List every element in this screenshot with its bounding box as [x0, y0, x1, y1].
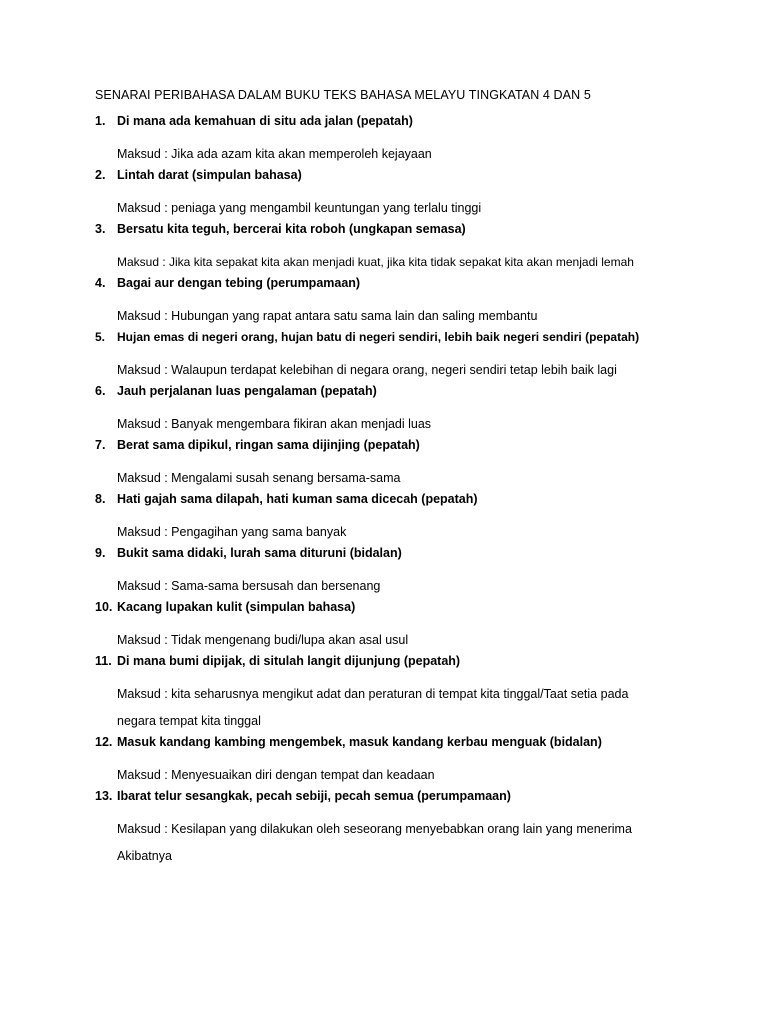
proverb-heading	[0, 114, 768, 141]
list-item	[0, 384, 768, 438]
proverb-meaning: Maksud : Pengagihan yang sama banyak	[117, 525, 347, 539]
proverb-text: Bukit sama didaki, lurah sama dituruni (bidalan)	[117, 546, 402, 560]
list-item	[0, 330, 768, 384]
proverb-meaning: Maksud : Hubungan yang rapat antara satu sama lain dan saling membantu	[117, 309, 538, 323]
item-number: 3.	[95, 222, 106, 236]
proverb-meaning: Maksud : Mengalami susah senang bersama-sama	[117, 471, 401, 485]
proverb-text: Kacang lupakan kulit (simpulan bahasa)	[117, 600, 356, 614]
proverb-meaning: Maksud : Menyesuaikan diri dengan tempat dan keadaan	[117, 768, 435, 782]
proverb-text: Lintah darat (simpulan bahasa)	[117, 168, 302, 182]
item-number: 8.	[95, 492, 106, 506]
proverb-text: Berat sama dipikul, ringan sama dijinjing (pepatah)	[117, 438, 420, 452]
item-number: 6.	[95, 384, 106, 398]
item-number: 10.	[95, 600, 113, 614]
proverb-list	[0, 114, 768, 870]
proverb-text: Ibarat telur sesangkak, pecah sebiji, pecah semua (perumpamaan)	[117, 789, 511, 803]
list-item	[0, 546, 768, 600]
item-number: 4.	[95, 276, 106, 290]
proverb-heading	[0, 438, 768, 465]
proverb-text: Hati gajah sama dilapah, hati kuman sama dicecah (pepatah)	[117, 492, 478, 506]
proverb-meaning: Maksud : Tidak mengenang budi/lupa akan asal usul	[117, 633, 409, 647]
proverb-heading	[0, 276, 768, 303]
proverb-text: Hujan emas di negeri orang, hujan batu di negeri sendiri, lebih baik negeri sendiri (pepatah)	[117, 330, 640, 344]
proverb-heading	[0, 735, 768, 762]
proverb-heading	[0, 600, 768, 627]
proverb-text: Bersatu kita teguh, bercerai kita roboh (ungkapan semasa)	[117, 222, 466, 236]
proverb-meaning: Maksud : kita seharusnya mengikut adat dan peraturan di tempat kita tinggal/Taat setia pada negara tempat kita tinggal	[117, 687, 629, 728]
proverb-meaning: Maksud : Jika kita sepakat kita akan menjadi kuat, jika kita tidak sepakat kita akan menjadi lemah	[117, 255, 634, 269]
proverb-heading	[0, 546, 768, 573]
list-item	[0, 600, 768, 654]
proverb-heading	[0, 168, 768, 195]
proverb-heading	[0, 330, 768, 357]
document-title: SENARAI PERIBAHASA DALAM BUKU TEKS BAHASA MELAYU TINGKATAN 4 DAN 5	[95, 88, 591, 102]
list-item	[0, 222, 768, 276]
proverb-heading	[0, 789, 768, 816]
proverb-meaning: Maksud : Kesilapan yang dilakukan oleh seseorang menyebabkan orang lain yang menerima Akibatnya	[117, 822, 632, 863]
proverb-meaning: Maksud : peniaga yang mengambil keuntungan yang terlalu tinggi	[117, 201, 482, 215]
item-number: 1.	[95, 114, 106, 128]
item-number: 12.	[95, 735, 113, 749]
list-item	[0, 789, 768, 870]
proverb-text: Di mana bumi dipijak, di situlah langit dijunjung (pepatah)	[117, 654, 461, 668]
proverb-meaning: Maksud : Sama-sama bersusah dan bersenang	[117, 579, 381, 593]
proverb-text: Masuk kandang kambing mengembek, masuk kandang kerbau menguak (bidalan)	[117, 735, 602, 749]
item-number: 7.	[95, 438, 106, 452]
list-item	[0, 654, 768, 735]
proverb-meaning: Maksud : Walaupun terdapat kelebihan di negara orang, negeri sendiri tetap lebih baik lagi	[117, 363, 617, 377]
list-item	[0, 735, 768, 789]
proverb-heading	[0, 384, 768, 411]
proverb-text: Jauh perjalanan luas pengalaman (pepatah)	[117, 384, 377, 398]
list-item	[0, 438, 768, 492]
item-number: 2.	[95, 168, 106, 182]
proverb-heading	[0, 654, 768, 681]
list-item	[0, 492, 768, 546]
proverb-text: Bagai aur dengan tebing (perumpamaan)	[117, 276, 361, 290]
proverb-meaning: Maksud : Jika ada azam kita akan memperoleh kejayaan	[117, 147, 432, 161]
proverb-heading	[0, 492, 768, 519]
item-number: 9.	[95, 546, 106, 560]
item-number: 11.	[95, 654, 112, 668]
proverb-meaning: Maksud : Banyak mengembara fikiran akan menjadi luas	[117, 417, 432, 431]
item-number: 13.	[95, 789, 113, 803]
list-item	[0, 168, 768, 222]
list-item	[0, 114, 768, 168]
list-item	[0, 276, 768, 330]
proverb-text: Di mana ada kemahuan di situ ada jalan (pepatah)	[117, 114, 413, 128]
item-number: 5.	[95, 330, 106, 344]
proverb-heading	[0, 222, 768, 249]
